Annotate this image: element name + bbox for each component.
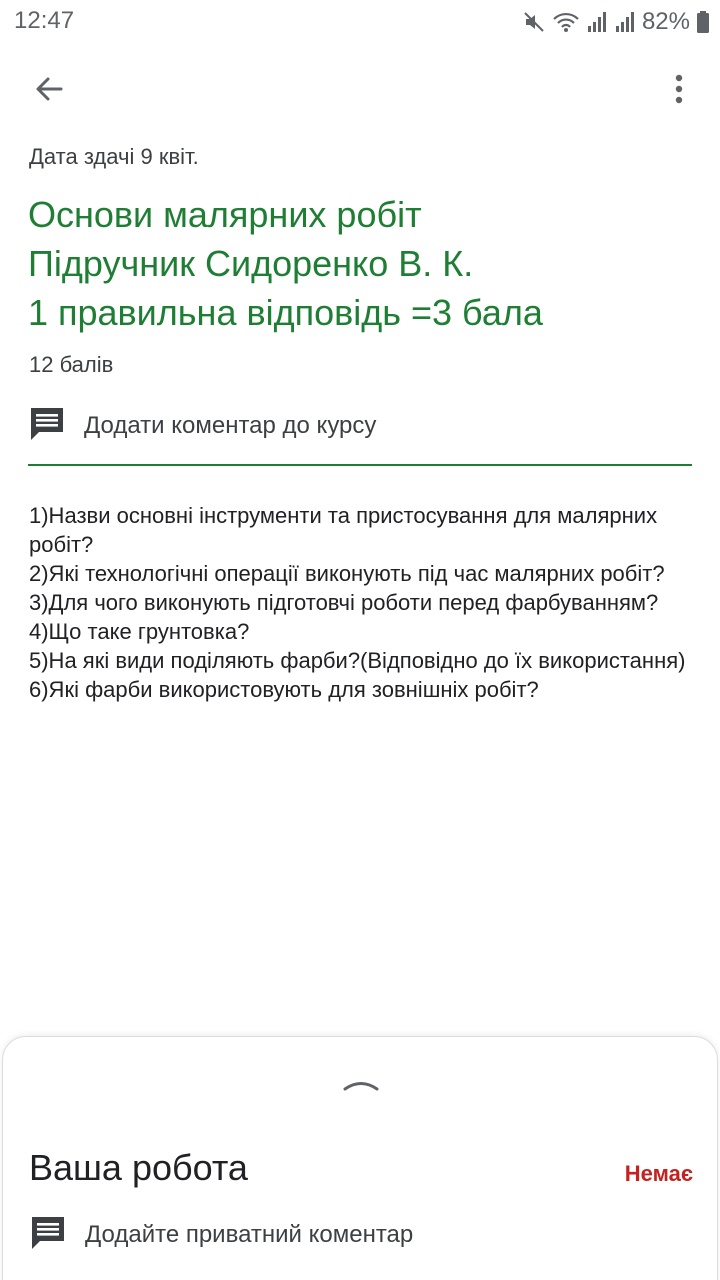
question-item: 1)Назви основні інструменти та пристосування для малярних робіт? <box>29 503 664 557</box>
question-item: 6)Які фарби використовують для зовнішніх робіт? <box>29 677 539 702</box>
comment-icon <box>29 1214 67 1257</box>
status-icons <box>522 8 710 36</box>
add-class-comment-button[interactable] <box>28 402 376 450</box>
status-bar <box>0 0 720 44</box>
more-vert-icon <box>675 73 683 110</box>
your-work-title: Ваша робота <box>29 1147 248 1188</box>
mute-icon <box>522 10 546 34</box>
signal-icon <box>586 10 608 34</box>
add-class-comment-label: Додати коментар до курсу <box>84 412 377 439</box>
points-label: 12 балів <box>29 352 114 377</box>
title-line: Підручник Сидоренко В. К. <box>28 243 474 284</box>
section-divider <box>28 464 692 466</box>
submission-status: Немає <box>624 1161 693 1186</box>
comment-icon <box>28 405 66 448</box>
title-line: Основи малярних робіт <box>28 194 422 235</box>
add-private-comment-button[interactable] <box>29 1211 413 1259</box>
instructions-text <box>29 501 699 704</box>
question-item: 2)Які технологічні операції виконують під час малярних робіт? <box>29 561 665 586</box>
add-private-comment-label: Додайте приватний коментар <box>85 1221 414 1248</box>
question-item: 5)На які види поділяють фарби?(Відповідно до їх використання) <box>29 648 686 673</box>
title-line: 1 правильна відповідь =3 бала <box>28 292 543 333</box>
your-work-sheet[interactable] <box>2 1036 718 1280</box>
expand-sheet-button[interactable] <box>341 1077 381 1097</box>
status-time: 12:47 <box>14 7 75 34</box>
wifi-icon <box>552 10 580 34</box>
assignment-title <box>28 190 698 337</box>
more-options-button[interactable] <box>654 66 704 116</box>
arrow-back-icon <box>33 73 65 110</box>
signal-icon <box>614 10 636 34</box>
question-item: 4)Що таке грунтовка? <box>29 619 250 644</box>
battery-label: 82% <box>641 8 690 35</box>
back-button[interactable] <box>24 66 74 116</box>
due-date: Дата здачі 9 квіт. <box>29 144 199 169</box>
battery-icon <box>696 10 710 34</box>
question-item: 3)Для чого виконують підготовчі роботи перед фарбуванням? <box>29 590 659 615</box>
chevron-up-icon <box>343 1078 379 1097</box>
